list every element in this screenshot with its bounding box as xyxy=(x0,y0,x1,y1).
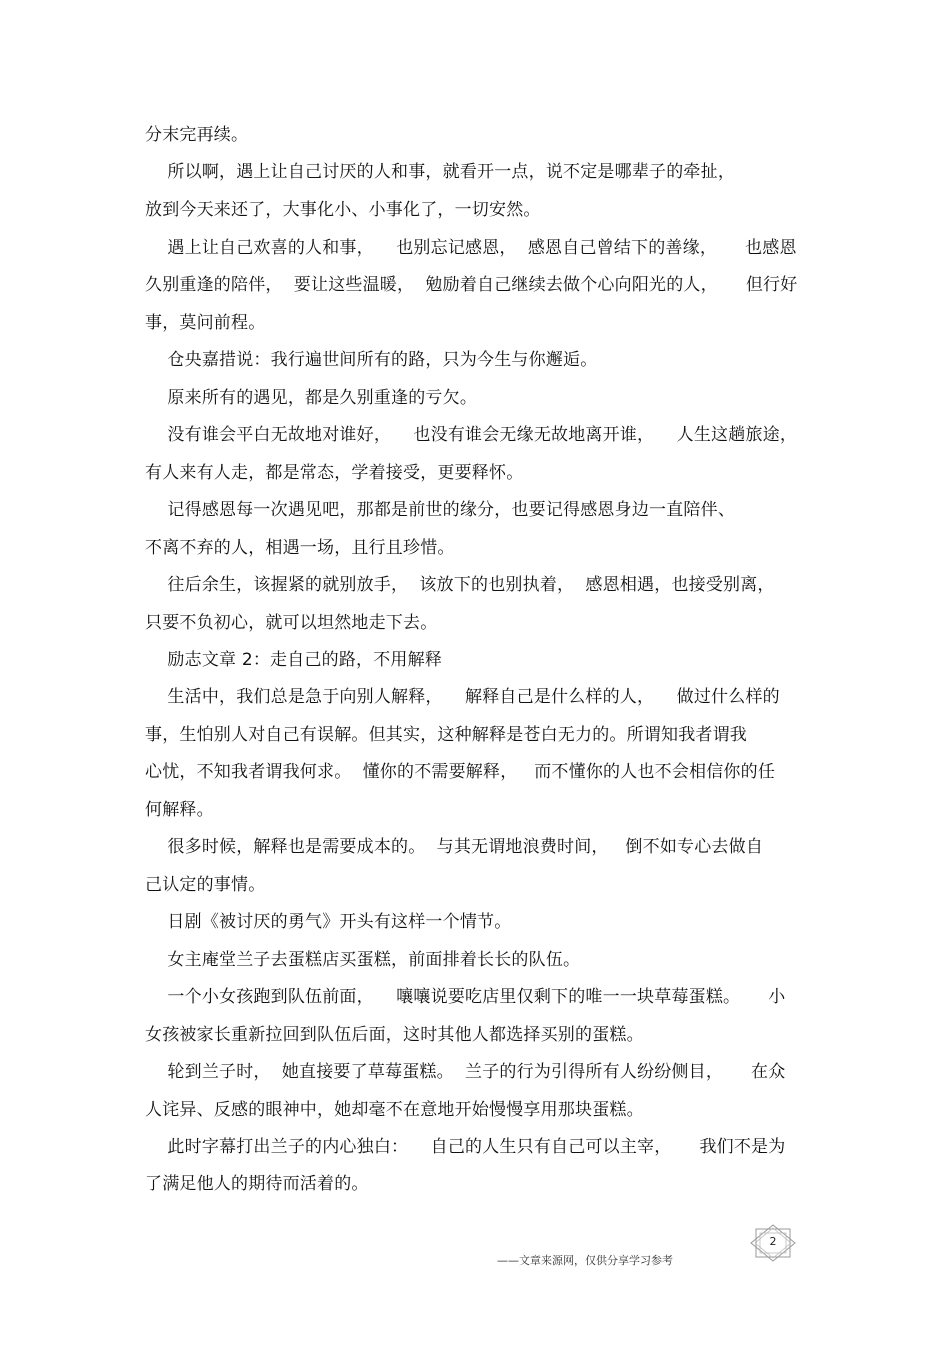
body-line: 一个小女孩跑到队伍前面， 嚷嚷说要吃店里仅剩下的唯一一块草莓蛋糕。 小 xyxy=(145,987,786,1007)
body-line: 只要不负初心，就可以坦然地走下去。 xyxy=(145,613,438,633)
body-line: 有人来有人走，都是常态，学着接受，更要释怀。 xyxy=(145,463,524,483)
section-heading: 励志文章 2：走自己的路，不用解释 xyxy=(145,650,443,670)
body-line: 人诧异、反感的眼神中，她却毫不在意地开始慢慢享用那块蛋糕。 xyxy=(145,1100,644,1120)
body-line: 女孩被家长重新拉回到队伍后面，这时其他人都选择买别的蛋糕。 xyxy=(145,1025,644,1045)
footer-source-note: ——文章来源网，仅供分享学习参考 xyxy=(497,1254,673,1267)
body-line: 仓央嘉措说：我行遍世间所有的路，只为今生与你邂逅。 xyxy=(145,350,598,370)
body-line: 往后余生，该握紧的就别放手， 该放下的也别执着， 感恩相遇，也接受别离， xyxy=(145,575,775,595)
body-line: 遇上让自己欢喜的人和事， 也别忘记感恩， 感恩自己曾结下的善缘， 也感恩 xyxy=(145,238,797,258)
body-line: 很多时候，解释也是需要成本的。 与其无谓地浪费时间， 倒不如专心去做自 xyxy=(145,837,764,857)
body-line: 放到今天来还了，大事化小、小事化了，一切安然。 xyxy=(145,200,541,220)
body-line: 此时字幕打出兰子的内心独白： 自己的人生只有自己可以主宰， 我们不是为 xyxy=(145,1137,786,1157)
body-line: 了满足他人的期待而活着的。 xyxy=(145,1174,369,1194)
body-line: 何解释。 xyxy=(145,800,214,820)
body-line: 己认定的事情。 xyxy=(145,875,266,895)
page-number: 2 xyxy=(769,1235,777,1248)
body-line: 事，生怕别人对自己有误解。但其实，这种解释是苍白无力的。所谓知我者谓我 xyxy=(145,725,747,745)
body-line: 原来所有的遇见，都是久别重逢的亏欠。 xyxy=(145,388,478,408)
body-line: 所以啊，遇上让自己讨厌的人和事，就看开一点，说不定是哪辈子的牵扯， xyxy=(145,162,736,182)
body-line: 轮到兰子时， 她直接要了草莓蛋糕。 兰子的行为引得所有人纷纷侧目， 在众 xyxy=(145,1062,786,1082)
body-line: 女主庵堂兰子去蛋糕店买蛋糕，前面排着长长的队伍。 xyxy=(145,950,581,970)
body-line: 记得感恩每一次遇见吧，那都是前世的缘分，也要记得感恩身边一直陪伴、 xyxy=(145,500,736,520)
body-line: 不离不弃的人，相遇一场，且行且珍惜。 xyxy=(145,538,455,558)
body-line: 事，莫问前程。 xyxy=(145,313,266,333)
body-line: 心忧，不知我者谓我何求。 懂你的不需要解释， 而不懂你的人也不会相信你的任 xyxy=(145,762,776,782)
body-line: 没有谁会平白无故地对谁好， 也没有谁会无缘无故地离开谁， 人生这趟旅途， xyxy=(145,425,798,445)
body-line: 分末完再续。 xyxy=(145,125,249,145)
body-line: 日剧《被讨厌的勇气》开头有这样一个情节。 xyxy=(145,912,512,932)
body-line: 久别重逢的陪伴， 要让这些温暖， 勉励着自己继续去做个心向阳光的人， 但行好 xyxy=(145,275,798,295)
body-line: 生活中，我们总是急于向别人解释， 解释自己是什么样的人， 做过什么样的 xyxy=(145,687,780,707)
page-number-badge xyxy=(750,1224,796,1262)
